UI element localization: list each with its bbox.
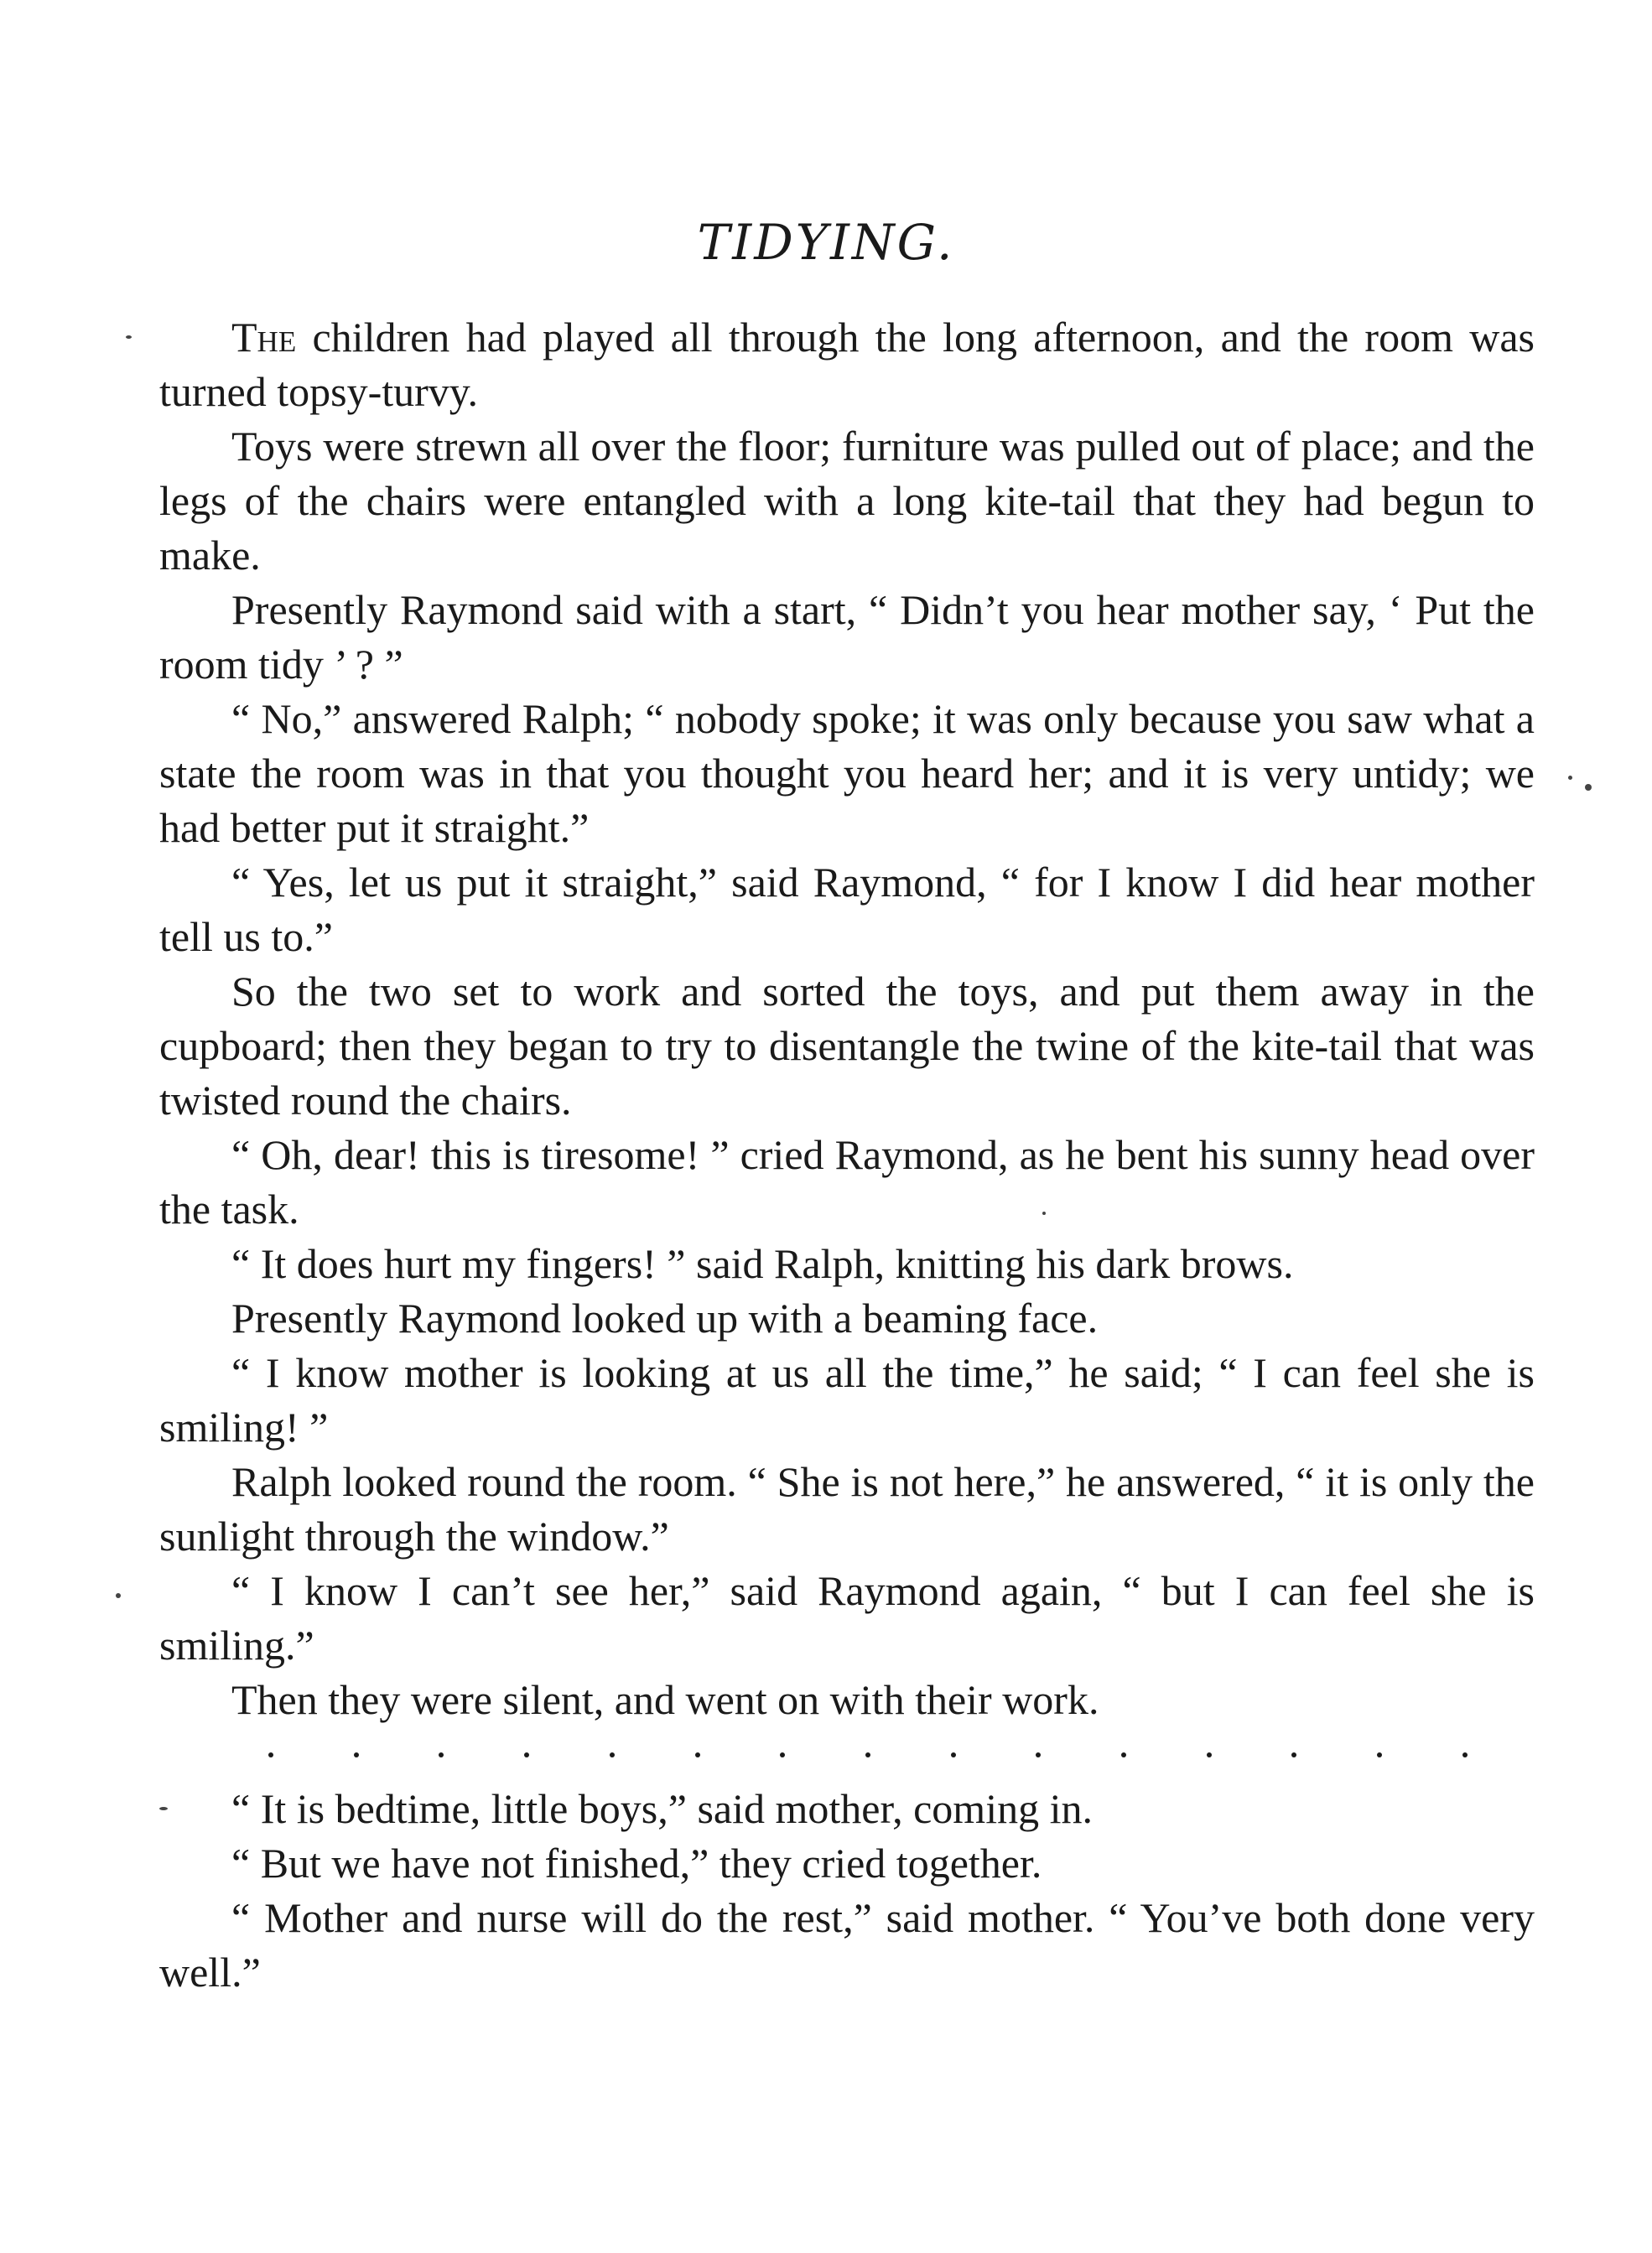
- dot: [951, 1752, 956, 1757]
- story-body: [159, 310, 1535, 2000]
- dot: [780, 1752, 785, 1757]
- paragraph: So the two set to work and sorted the toys, and put them away in the cupboard; then they began to try to disentangle the twine of the kite-tail that was twisted round the chairs.: [159, 968, 1535, 1124]
- paragraph: “ Yes, let us put it straight,” said Raymond, “ for I know I did hear mother tell us to.”: [159, 859, 1535, 960]
- dot: [1036, 1752, 1041, 1757]
- paragraph: “ It does hurt my fingers! ” said Ralph, knitting his dark brows.: [231, 1240, 1294, 1287]
- paragraph: Ralph looked round the room. “ She is not here,” he answered, “ it is only the sunlight through the window.”: [159, 1458, 1535, 1560]
- paragraph: Presently Raymond looked up with a beaming face.: [231, 1295, 1099, 1342]
- scan-speck: [1585, 784, 1592, 791]
- dot: [695, 1752, 700, 1757]
- dot: [1291, 1752, 1296, 1757]
- scan-speck: [1042, 1212, 1046, 1215]
- scan-speck: [126, 335, 132, 339]
- paragraph-text: children had played all through the long afternoon, and the room was turned topsy-turvy.: [159, 314, 1535, 415]
- paragraph: “ It is bedtime, little boys,” said mother, coming in.: [231, 1785, 1093, 1832]
- dot: [1207, 1752, 1212, 1757]
- dot: [439, 1752, 444, 1757]
- paragraph: “ Mother and nurse will do the rest,” said mother. “ You’ve both done very well.”: [159, 1894, 1535, 1996]
- small-caps-lead: The: [231, 314, 297, 361]
- section-break-dots: [159, 1727, 1468, 1782]
- scan-speck: [116, 1593, 121, 1598]
- dot: [865, 1752, 870, 1757]
- paragraph: “ I know mother is looking at us all the time,” he said; “ I can feel she is smiling! ”: [159, 1349, 1535, 1451]
- paragraph: [159, 310, 1535, 419]
- paragraph: Then they were silent, and went on with their work.: [231, 1676, 1099, 1723]
- chapter-title: TIDYING.: [697, 214, 955, 271]
- paragraph: “ Oh, dear! this is tiresome! ” cried Raymond, as he bent his sunny head over the task.: [159, 1131, 1535, 1233]
- dot: [524, 1752, 529, 1757]
- paragraph: “ No,” answered Ralph; “ nobody spoke; it was only because you saw what a state the room was in that you thought you heard her; and it is very untidy; we had better put it straight.”: [159, 695, 1535, 851]
- paragraph: Toys were strewn all over the floor; furniture was pulled out of place; and the legs of the chairs were entangled with a long kite-tail that they had begun to make.: [159, 423, 1535, 579]
- scan-speck: [159, 1807, 168, 1810]
- paragraph: “ I know I can’t see her,” said Raymond again, “ but I can feel she is smiling.”: [159, 1567, 1535, 1669]
- dot: [1121, 1752, 1126, 1757]
- dot: [268, 1752, 273, 1757]
- paragraph: Presently Raymond said with a start, “ Didn’t you hear mother say, ‘ Put the room tidy ’ ? ”: [159, 586, 1535, 688]
- dot: [1377, 1752, 1382, 1757]
- scan-speck: [1568, 776, 1572, 780]
- paragraph: “ But we have not finished,” they cried together.: [231, 1840, 1042, 1887]
- dot: [354, 1752, 359, 1757]
- dot: [610, 1752, 615, 1757]
- dot: [1462, 1752, 1468, 1757]
